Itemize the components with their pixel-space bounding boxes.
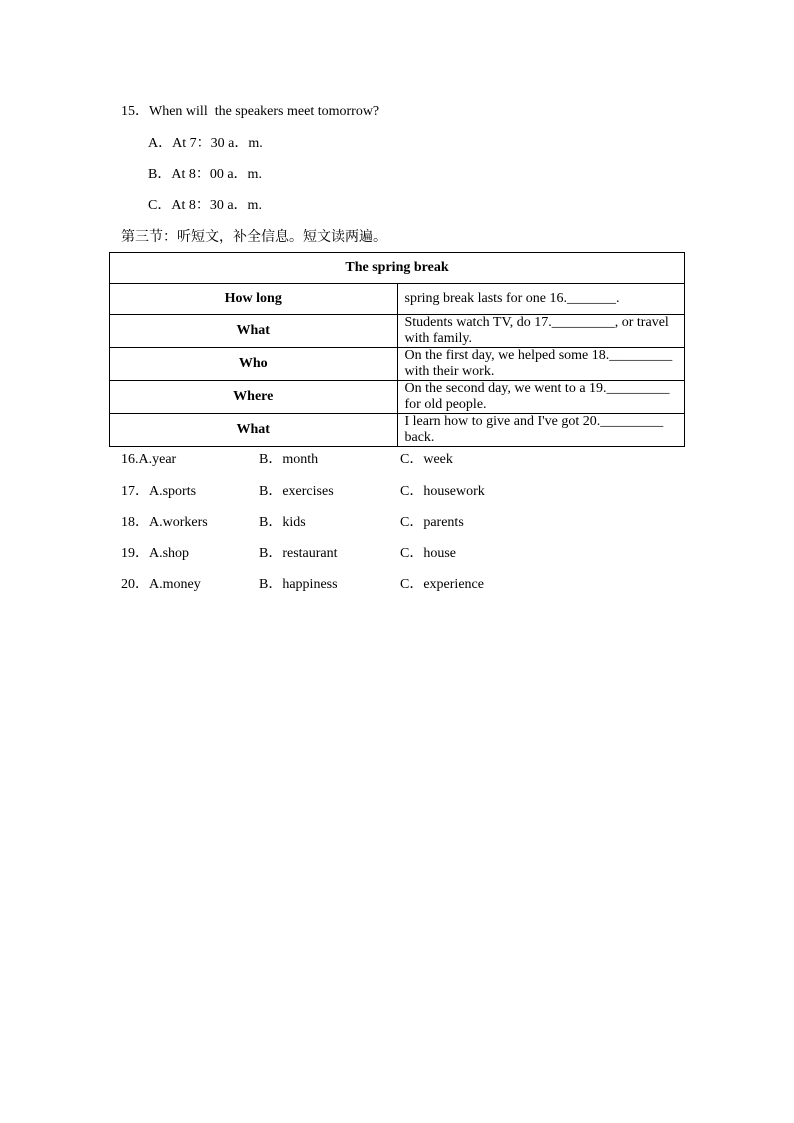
table-row (110, 414, 685, 447)
spring-break-table (109, 252, 685, 447)
choice-17-a: 17．A.sports (121, 484, 197, 499)
question-15-option-a: A．At 7：30 a．m. (148, 136, 263, 151)
table-row (110, 348, 685, 381)
choice-18-c: C．parents (400, 515, 464, 530)
table-title-row (110, 253, 685, 284)
row-content: On the first day, we helped some 18._________ with their work. (397, 348, 685, 381)
table-title: The spring break (110, 253, 685, 284)
question-15-option-c: C．At 8：30 a．m. (148, 198, 262, 213)
question-15-stem: 15．When will the speakers meet tomorrow? (121, 104, 380, 119)
choice-20-b: B．happiness (259, 577, 338, 592)
question-15-option-b: B．At 8：00 a．m. (148, 167, 262, 182)
table-row (110, 315, 685, 348)
choice-18-b: B．kids (259, 515, 306, 530)
row-content: On the second day, we went to a 19._________ for old people. (397, 381, 685, 414)
row-label: Where (110, 381, 398, 414)
row-label: Who (110, 348, 398, 381)
row-label: What (110, 414, 398, 447)
row-content: I learn how to give and I've got 20._________ back. (397, 414, 685, 447)
choice-20-c: C．experience (400, 577, 484, 592)
choice-16-b: B．month (259, 452, 319, 467)
table-row (110, 381, 685, 414)
choice-17-b: B．exercises (259, 484, 334, 499)
table-row (110, 284, 685, 315)
section-3-heading: 第三节：听短文，补全信息。短文读两遍。 (121, 229, 387, 245)
choice-19-c: C．house (400, 546, 456, 561)
row-label: How long (110, 284, 398, 315)
choice-16-c: C．week (400, 452, 453, 467)
choice-19-b: B．restaurant (259, 546, 338, 561)
choice-18-a: 18．A.workers (121, 515, 208, 530)
row-content: spring break lasts for one 16._______. (397, 284, 685, 315)
choice-17-c: C．housework (400, 484, 485, 499)
row-label: What (110, 315, 398, 348)
choice-19-a: 19．A.shop (121, 546, 190, 561)
choice-16-a: 16.A.year (121, 452, 177, 467)
choice-20-a: 20．A.money (121, 577, 201, 592)
row-content: Students watch TV, do 17._________, or travel with family. (397, 315, 685, 348)
